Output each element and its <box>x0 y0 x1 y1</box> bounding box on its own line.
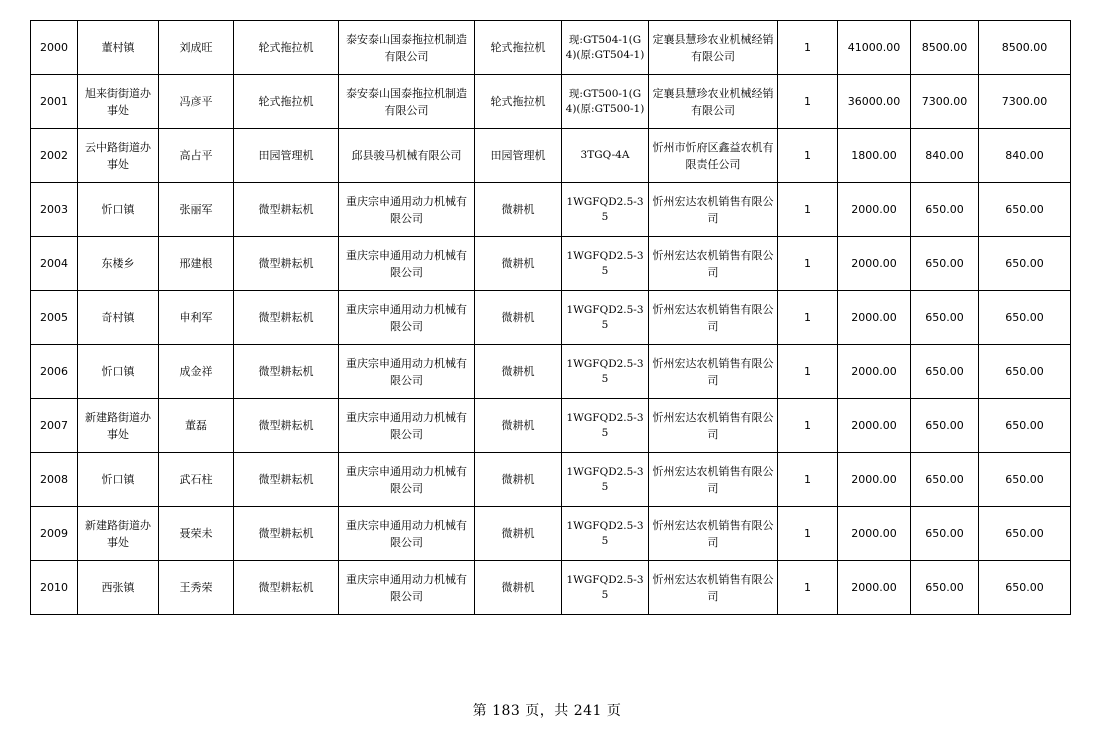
buyer-name-cell: 董磊 <box>159 399 234 453</box>
machine-item-cell: 轮式拖拉机 <box>475 75 562 129</box>
model-cell: 1WGFQD2.5-35 <box>562 183 649 237</box>
quantity-cell: 1 <box>778 561 838 615</box>
unit-price-cell: 41000.00 <box>838 21 911 75</box>
machine-item-cell: 微耕机 <box>475 399 562 453</box>
model-cell: 1WGFQD2.5-35 <box>562 561 649 615</box>
table-row <box>31 345 1071 399</box>
dealer-cell: 忻州宏达农机销售有限公司 <box>649 453 778 507</box>
unit-subsidy-cell: 7300.00 <box>911 75 979 129</box>
table-row <box>31 291 1071 345</box>
total-subsidy-cell: 650.00 <box>979 507 1071 561</box>
serial-number-cell: 2005 <box>31 291 78 345</box>
machine-item-cell: 微耕机 <box>475 561 562 615</box>
model-cell: 现:GT500-1(G4)(原:GT500-1) <box>562 75 649 129</box>
model-cell: 1WGFQD2.5-35 <box>562 291 649 345</box>
total-subsidy-cell: 650.00 <box>979 237 1071 291</box>
unit-subsidy-cell: 650.00 <box>911 291 979 345</box>
unit-price-cell: 2000.00 <box>838 399 911 453</box>
manufacturer-cell: 重庆宗申通用动力机械有限公司 <box>339 507 475 561</box>
unit-price-cell: 2000.00 <box>838 507 911 561</box>
serial-number-cell: 2006 <box>31 345 78 399</box>
total-subsidy-cell: 650.00 <box>979 291 1071 345</box>
buyer-name-cell: 成金祥 <box>159 345 234 399</box>
table-row <box>31 399 1071 453</box>
model-cell: 1WGFQD2.5-35 <box>562 507 649 561</box>
unit-subsidy-cell: 650.00 <box>911 561 979 615</box>
buyer-name-cell: 刘成旺 <box>159 21 234 75</box>
serial-number-cell: 2009 <box>31 507 78 561</box>
machine-item-cell: 微耕机 <box>475 453 562 507</box>
manufacturer-cell: 泰安泰山国泰拖拉机制造有限公司 <box>339 21 475 75</box>
serial-number-cell: 2000 <box>31 21 78 75</box>
manufacturer-cell: 邱县骏马机械有限公司 <box>339 129 475 183</box>
table-row <box>31 453 1071 507</box>
unit-price-cell: 2000.00 <box>838 291 911 345</box>
total-subsidy-cell: 7300.00 <box>979 75 1071 129</box>
machine-item-cell: 微耕机 <box>475 507 562 561</box>
machine-item-cell: 微耕机 <box>475 291 562 345</box>
total-subsidy-cell: 650.00 <box>979 399 1071 453</box>
dealer-cell: 忻州市忻府区鑫益农机有限责任公司 <box>649 129 778 183</box>
buyer-name-cell: 申利军 <box>159 291 234 345</box>
table-body <box>31 21 1071 615</box>
quantity-cell: 1 <box>778 129 838 183</box>
serial-number-cell: 2004 <box>31 237 78 291</box>
quantity-cell: 1 <box>778 237 838 291</box>
page-number: 第 183 页，共 241 页 <box>472 703 622 719</box>
dealer-cell: 忻州宏达农机销售有限公司 <box>649 183 778 237</box>
unit-subsidy-cell: 840.00 <box>911 129 979 183</box>
quantity-cell: 1 <box>778 291 838 345</box>
buyer-name-cell: 张丽军 <box>159 183 234 237</box>
unit-subsidy-cell: 650.00 <box>911 399 979 453</box>
serial-number-cell: 2002 <box>31 129 78 183</box>
township-cell: 忻口镇 <box>78 345 159 399</box>
dealer-cell: 忻州宏达农机销售有限公司 <box>649 507 778 561</box>
total-subsidy-cell: 8500.00 <box>979 21 1071 75</box>
quantity-cell: 1 <box>778 75 838 129</box>
unit-subsidy-cell: 650.00 <box>911 237 979 291</box>
manufacturer-cell: 重庆宗申通用动力机械有限公司 <box>339 399 475 453</box>
total-subsidy-cell: 650.00 <box>979 183 1071 237</box>
township-cell: 新建路街道办事处 <box>78 399 159 453</box>
unit-subsidy-cell: 650.00 <box>911 507 979 561</box>
table-row <box>31 21 1071 75</box>
machine-category-cell: 田园管理机 <box>234 129 339 183</box>
buyer-name-cell: 武石柱 <box>159 453 234 507</box>
quantity-cell: 1 <box>778 399 838 453</box>
machine-category-cell: 微型耕耘机 <box>234 183 339 237</box>
manufacturer-cell: 重庆宗申通用动力机械有限公司 <box>339 453 475 507</box>
serial-number-cell: 2010 <box>31 561 78 615</box>
total-subsidy-cell: 650.00 <box>979 345 1071 399</box>
machine-item-cell: 微耕机 <box>475 345 562 399</box>
township-cell: 云中路街道办事处 <box>78 129 159 183</box>
machine-category-cell: 轮式拖拉机 <box>234 21 339 75</box>
total-subsidy-cell: 840.00 <box>979 129 1071 183</box>
subsidy-table <box>30 20 1071 615</box>
unit-subsidy-cell: 650.00 <box>911 453 979 507</box>
table-row <box>31 75 1071 129</box>
total-subsidy-cell: 650.00 <box>979 453 1071 507</box>
township-cell: 西张镇 <box>78 561 159 615</box>
table-row <box>31 507 1071 561</box>
model-cell: 1WGFQD2.5-35 <box>562 399 649 453</box>
table-row <box>31 129 1071 183</box>
dealer-cell: 忻州宏达农机销售有限公司 <box>649 345 778 399</box>
township-cell: 忻口镇 <box>78 453 159 507</box>
model-cell: 1WGFQD2.5-35 <box>562 453 649 507</box>
buyer-name-cell: 高占平 <box>159 129 234 183</box>
machine-category-cell: 微型耕耘机 <box>234 453 339 507</box>
total-subsidy-cell: 650.00 <box>979 561 1071 615</box>
township-cell: 奇村镇 <box>78 291 159 345</box>
table-row <box>31 561 1071 615</box>
quantity-cell: 1 <box>778 183 838 237</box>
township-cell: 旭来街街道办事处 <box>78 75 159 129</box>
quantity-cell: 1 <box>778 21 838 75</box>
buyer-name-cell: 冯彦平 <box>159 75 234 129</box>
quantity-cell: 1 <box>778 453 838 507</box>
unit-price-cell: 2000.00 <box>838 345 911 399</box>
machine-item-cell: 田园管理机 <box>475 129 562 183</box>
serial-number-cell: 2001 <box>31 75 78 129</box>
machine-category-cell: 轮式拖拉机 <box>234 75 339 129</box>
dealer-cell: 忻州宏达农机销售有限公司 <box>649 291 778 345</box>
serial-number-cell: 2003 <box>31 183 78 237</box>
unit-price-cell: 2000.00 <box>838 183 911 237</box>
unit-price-cell: 36000.00 <box>838 75 911 129</box>
manufacturer-cell: 泰安泰山国泰拖拉机制造有限公司 <box>339 75 475 129</box>
machine-category-cell: 微型耕耘机 <box>234 291 339 345</box>
dealer-cell: 忻州宏达农机销售有限公司 <box>649 399 778 453</box>
manufacturer-cell: 重庆宗申通用动力机械有限公司 <box>339 561 475 615</box>
manufacturer-cell: 重庆宗申通用动力机械有限公司 <box>339 345 475 399</box>
machine-category-cell: 微型耕耘机 <box>234 561 339 615</box>
unit-price-cell: 2000.00 <box>838 561 911 615</box>
township-cell: 新建路街道办事处 <box>78 507 159 561</box>
table-row <box>31 237 1071 291</box>
machine-category-cell: 微型耕耘机 <box>234 345 339 399</box>
dealer-cell: 忻州宏达农机销售有限公司 <box>649 561 778 615</box>
township-cell: 忻口镇 <box>78 183 159 237</box>
manufacturer-cell: 重庆宗申通用动力机械有限公司 <box>339 183 475 237</box>
buyer-name-cell: 聂荣未 <box>159 507 234 561</box>
dealer-cell: 定襄县慧珍农业机械经销有限公司 <box>649 21 778 75</box>
model-cell: 1WGFQD2.5-35 <box>562 237 649 291</box>
quantity-cell: 1 <box>778 345 838 399</box>
township-cell: 东楼乡 <box>78 237 159 291</box>
machine-category-cell: 微型耕耘机 <box>234 399 339 453</box>
quantity-cell: 1 <box>778 507 838 561</box>
buyer-name-cell: 邢建根 <box>159 237 234 291</box>
dealer-cell: 定襄县慧珍农业机械经销有限公司 <box>649 75 778 129</box>
serial-number-cell: 2008 <box>31 453 78 507</box>
manufacturer-cell: 重庆宗申通用动力机械有限公司 <box>339 291 475 345</box>
serial-number-cell: 2007 <box>31 399 78 453</box>
machine-item-cell: 微耕机 <box>475 237 562 291</box>
manufacturer-cell: 重庆宗申通用动力机械有限公司 <box>339 237 475 291</box>
table-row <box>31 183 1071 237</box>
model-cell: 3TGQ-4A <box>562 129 649 183</box>
unit-price-cell: 1800.00 <box>838 129 911 183</box>
machine-category-cell: 微型耕耘机 <box>234 507 339 561</box>
dealer-cell: 忻州宏达农机销售有限公司 <box>649 237 778 291</box>
model-cell: 现:GT504-1(G4)(原:GT504-1) <box>562 21 649 75</box>
machine-item-cell: 轮式拖拉机 <box>475 21 562 75</box>
unit-price-cell: 2000.00 <box>838 237 911 291</box>
unit-subsidy-cell: 8500.00 <box>911 21 979 75</box>
machine-item-cell: 微耕机 <box>475 183 562 237</box>
township-cell: 董村镇 <box>78 21 159 75</box>
buyer-name-cell: 王秀荣 <box>159 561 234 615</box>
unit-price-cell: 2000.00 <box>838 453 911 507</box>
unit-subsidy-cell: 650.00 <box>911 345 979 399</box>
machine-category-cell: 微型耕耘机 <box>234 237 339 291</box>
model-cell: 1WGFQD2.5-35 <box>562 345 649 399</box>
unit-subsidy-cell: 650.00 <box>911 183 979 237</box>
